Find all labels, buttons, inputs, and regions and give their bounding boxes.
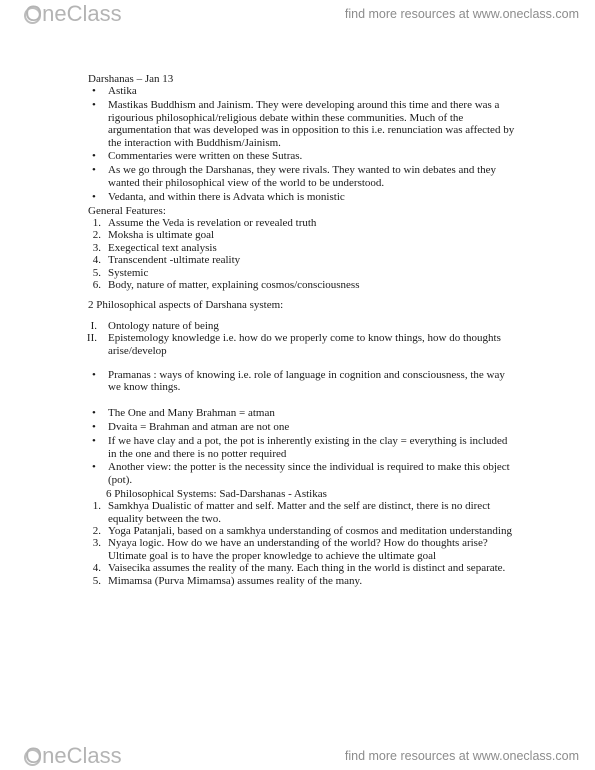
brahman-bullet-item-text: The One and Many Brahman = atman bbox=[108, 407, 275, 420]
aspect-item-number: I. bbox=[90, 319, 97, 332]
bullet-icon: • bbox=[92, 369, 96, 382]
feature-item bbox=[88, 229, 518, 241]
system-item-text: Nyaya logic. How do we have an understanding of the world? How do thoughts arise? Ultimate goal is to have the proper knowledge to achieve the ultimate goal bbox=[108, 537, 488, 562]
intro-bullet-item bbox=[88, 150, 518, 162]
bullet-icon: • bbox=[92, 85, 96, 98]
system-item-number: 1. bbox=[92, 500, 101, 513]
feature-item-number: 4. bbox=[92, 254, 101, 267]
feature-item-number: 3. bbox=[92, 241, 101, 254]
system-item bbox=[88, 562, 518, 574]
intro-bullet-list bbox=[88, 85, 518, 203]
general-features-heading: General Features: bbox=[88, 204, 166, 217]
intro-bullet-item-text: Mastikas Buddhism and Jainism. They were developing around this time and there was a rigourious philosophical/religious debate within these communities. Much of the argumentation that was developed was in opposition to this i.e. renunciation was affected by the interaction with Buddhism/Jainism. bbox=[108, 99, 515, 149]
aspect-item-text: Ontology nature of being bbox=[108, 319, 219, 332]
bullet-icon: • bbox=[92, 407, 96, 420]
aspects-heading: 2 Philosophical aspects of Darshana system: bbox=[88, 299, 284, 312]
page-footer bbox=[0, 740, 595, 770]
feature-item-number: 6. bbox=[92, 279, 101, 291]
bullet-icon: • bbox=[92, 164, 96, 177]
oneclass-logo[interactable] bbox=[24, 1, 122, 27]
feature-item bbox=[88, 279, 518, 291]
bullet-icon: • bbox=[92, 461, 96, 474]
feature-item bbox=[88, 242, 518, 254]
feature-item-text: Systemic bbox=[108, 266, 149, 279]
system-item-text: Yoga Patanjali, based on a samkhya understanding of cosmos and meditation understanding bbox=[108, 525, 512, 537]
intro-bullet-item bbox=[88, 164, 518, 189]
systems-heading: 6 Philosophical Systems: Sad-Darshanas - Astikas bbox=[106, 487, 327, 500]
aspect-item bbox=[88, 320, 518, 332]
aspect-item bbox=[88, 332, 518, 357]
intro-bullet-item-text: As we go through the Darshanas, they were rivals. They wanted to win debates and they wanted their philosophical view of the world to be understood. bbox=[108, 164, 497, 189]
system-item bbox=[88, 537, 518, 562]
header-tagline-link[interactable]: find more resources at www.oneclass.com bbox=[344, 7, 579, 21]
pramanas-bullet bbox=[88, 369, 518, 394]
feature-item bbox=[88, 254, 518, 266]
feature-item-number: 1. bbox=[92, 216, 101, 229]
intro-bullet-item-text: Astika bbox=[108, 85, 137, 98]
system-item-text: Samkhya Dualistic of matter and self. Matter and the self are distinct, there is no direct equality between the two. bbox=[108, 500, 491, 525]
feature-item-text: Body, nature of matter, explaining cosmos/consciousness bbox=[108, 279, 360, 291]
system-item-number: 3. bbox=[92, 537, 101, 550]
footer-tagline-link[interactable]: find more resources at www.oneclass.com bbox=[344, 749, 579, 763]
bullet-icon: • bbox=[92, 421, 96, 434]
bullet-icon: • bbox=[92, 435, 96, 448]
feature-item-text: Exegectical text analysis bbox=[108, 241, 217, 254]
bullet-icon: • bbox=[92, 150, 96, 163]
brahman-bullet-item bbox=[88, 461, 518, 486]
brahman-bullet-item bbox=[88, 435, 518, 460]
intro-bullet-item-text: Vedanta, and within there is Advata which is monistic bbox=[108, 190, 345, 203]
system-item-text: Mimamsa (Purva Mimamsa) assumes reality of the many. bbox=[108, 574, 363, 587]
logo-text: OneClass bbox=[25, 1, 122, 26]
page-header bbox=[0, 0, 595, 30]
aspect-item-text: Epistemology knowledge i.e. how do we properly come to know things, how do thoughts arise/develop bbox=[108, 332, 501, 357]
intro-bullet-item bbox=[88, 99, 518, 149]
system-item-number: 5. bbox=[92, 574, 101, 587]
aspects-list bbox=[88, 320, 518, 357]
system-item-number: 4. bbox=[92, 562, 101, 575]
bullet-icon: • bbox=[92, 190, 96, 203]
feature-item-number: 5. bbox=[92, 266, 101, 279]
brahman-bullet-item-text: Dvaita = Brahman and atman are not one bbox=[108, 421, 290, 434]
system-item bbox=[88, 575, 518, 587]
feature-item-text: Transcendent -ultimate reality bbox=[108, 254, 241, 267]
aspect-item-number: II. bbox=[86, 332, 97, 345]
brahman-bullet-item bbox=[88, 421, 518, 433]
brahman-bullet-item bbox=[88, 407, 518, 419]
logo-text: OneClass bbox=[25, 743, 122, 768]
brahman-bullet-list bbox=[88, 407, 518, 486]
oneclass-logo-footer[interactable] bbox=[24, 743, 122, 769]
intro-bullet-item bbox=[88, 85, 518, 97]
system-item-number: 2. bbox=[92, 525, 101, 537]
feature-item-text: Assume the Veda is revelation or revealed truth bbox=[108, 216, 317, 229]
feature-item bbox=[88, 267, 518, 279]
feature-item bbox=[88, 217, 518, 229]
pramanas-text: Pramanas : ways of knowing i.e. role of language in cognition and consciousness, the way we know things. bbox=[108, 369, 505, 394]
system-item bbox=[88, 500, 518, 525]
document-body bbox=[88, 73, 518, 587]
systems-list bbox=[88, 500, 518, 587]
feature-item-text: Moksha is ultimate goal bbox=[108, 229, 215, 242]
feature-item-number: 2. bbox=[92, 229, 101, 242]
doc-title: Darshanas – Jan 13 bbox=[88, 73, 174, 85]
general-features-list bbox=[88, 217, 518, 291]
intro-bullet-item-text: Commentaries were written on these Sutras. bbox=[108, 150, 303, 163]
system-item-text: Vaisecika assumes the reality of the many. Each thing in the world is distinct and separate. bbox=[108, 562, 506, 575]
brahman-bullet-item-text: If we have clay and a pot, the pot is inherently existing in the clay = everything is included in the one and there is no potter required bbox=[108, 435, 508, 460]
system-item bbox=[88, 525, 518, 537]
bullet-icon: • bbox=[92, 99, 96, 112]
intro-bullet-item bbox=[88, 191, 518, 203]
brahman-bullet-item-text: Another view: the potter is the necessity since the individual is required to make this object (pot). bbox=[108, 461, 510, 486]
